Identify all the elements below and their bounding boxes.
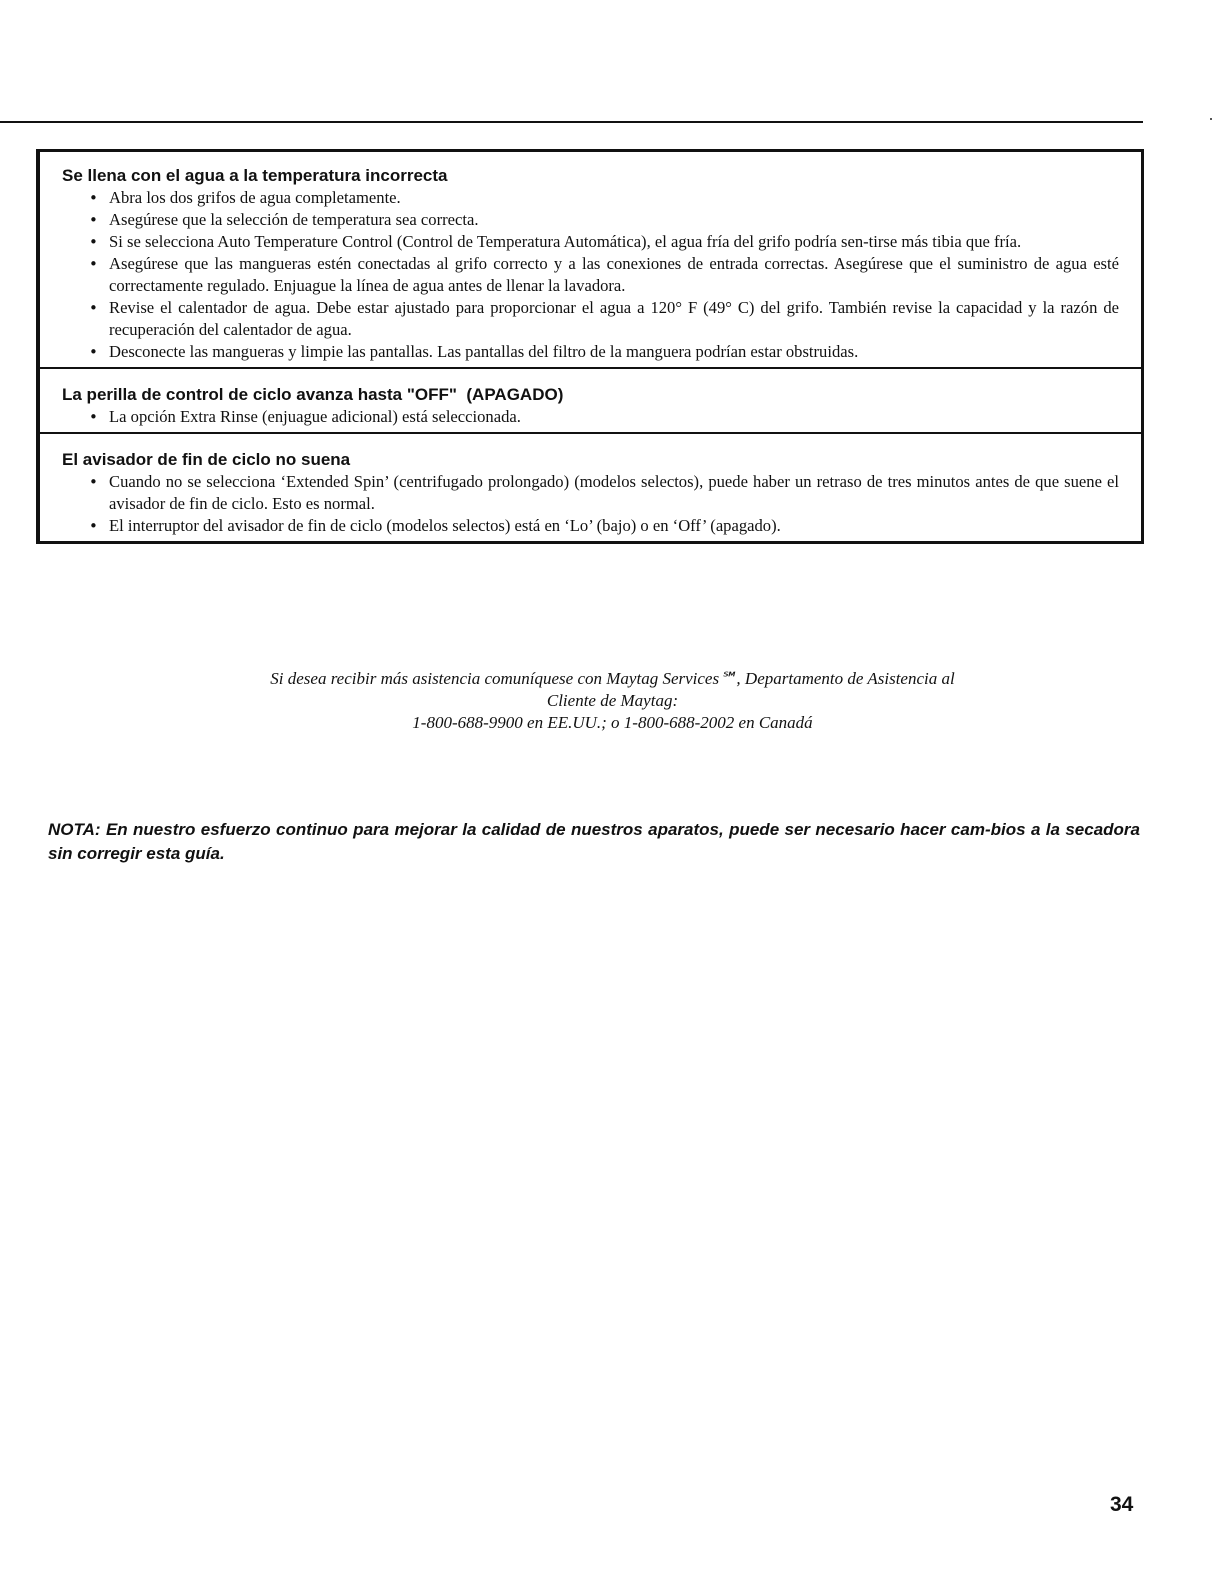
contact-info [100, 668, 1125, 734]
list-item: • Asegúrese que la selección de temperatura sea correcta. [62, 209, 1119, 231]
section-title: La perilla de control de ciclo avanza hasta "OFF" (APAGADO) [62, 385, 564, 404]
troubleshooting-table [36, 149, 1144, 544]
contact-phone-numbers: 1-800-688-9900 en EE.UU.; o 1-800-688-2002 en Canadá [412, 713, 813, 732]
list-item: • La opción Extra Rinse (enjuague adicional) está seleccionada. [62, 406, 1119, 428]
contact-line: Si desea recibir más asistencia comuníquese con Maytag Services℠, Departamento de Asistencia al [270, 669, 955, 688]
section-title: El avisador de fin de ciclo no suena [62, 450, 351, 469]
section-cycle-knob-advances [40, 367, 1141, 432]
list-item: • El interruptor del avisador de fin de ciclo (modelos selectos) está en ‘Lo’ (bajo) o en ‘Off’ (apagado). [62, 515, 1119, 537]
edge-mark [1210, 118, 1212, 120]
list-item: • Abra los dos grifos de agua completamente. [62, 187, 1119, 209]
list-item: • Asegúrese que las mangueras estén conectadas al grifo correcto y a las conexiones de entrada correctas. Asegúrese que el suministro de agua esté correctamente regulado. Enjuague la línea de agua antes de llenar la lavadora. [62, 253, 1119, 297]
bullet-list [62, 187, 1119, 363]
bullet-list [62, 406, 1119, 428]
section-end-of-cycle-signal [40, 432, 1141, 541]
section-title: Se llena con el agua a la temperatura incorrecta [62, 166, 448, 185]
list-item: • Cuando no se selecciona ‘Extended Spin’ (centrifugado prolongado) (modelos selectos), puede haber un retraso de tres minutos antes de que suene el avisador de fin de ciclo. Esto es normal. [62, 471, 1119, 515]
list-item: • Revise el calentador de agua. Debe estar ajustado para proporcionar el agua a 120° F (49° C) del grifo. También revise la capacidad y la razón de recuperación del calentador de agua. [62, 297, 1119, 341]
section-wrong-water-temperature [40, 152, 1141, 367]
contact-line: Cliente de Maytag: [546, 691, 679, 710]
list-item: • Si se selecciona Auto Temperature Control (Control de Temperatura Automática), el agua fría del grifo podría sen-tirse más tibia que fría. [62, 231, 1119, 253]
bullet-list [62, 471, 1119, 537]
list-item: • Desconecte las mangueras y limpie las pantallas. Las pantallas del filtro de la manguera podrían estar obstruidas. [62, 341, 1119, 363]
header-rule [0, 121, 1143, 123]
note-text: NOTA: En nuestro esfuerzo continuo para mejorar la calidad de nuestros aparatos, puede ser necesario hacer cam-bios a la secadora sin corregir esta guía. [48, 820, 1140, 863]
page-number: 34 [1110, 1493, 1134, 1516]
